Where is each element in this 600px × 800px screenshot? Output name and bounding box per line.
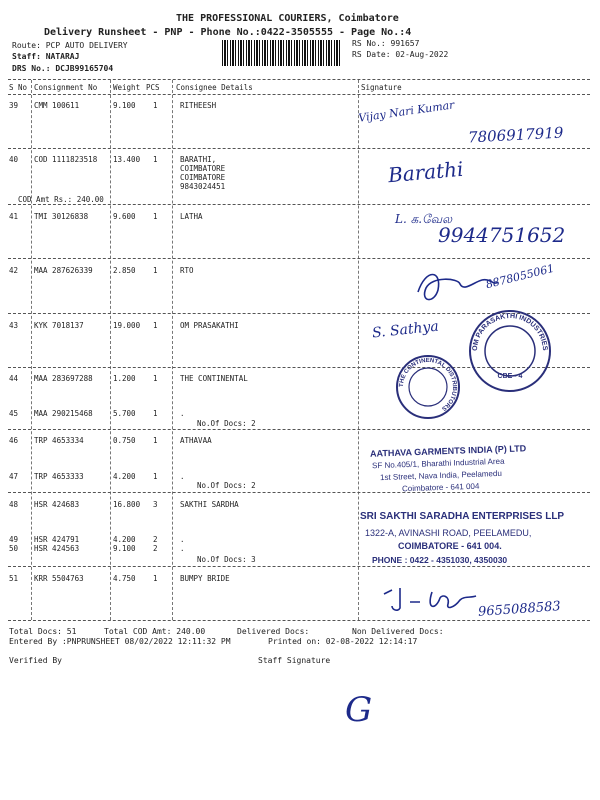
row-consignment: MAA 287626339 (34, 266, 93, 275)
row-consignee: SAKTHI SARDHA (180, 500, 239, 509)
signature-43: S. Sathya (371, 318, 440, 342)
row-weight: 9.600 (113, 212, 136, 221)
svg-text:THE CONTINENTAL DISTRIBUTORS (399, 358, 457, 411)
col-pcs: PCS (146, 83, 160, 92)
signature-40: Barathi (387, 156, 465, 188)
row-consignee: . (180, 544, 185, 553)
delivered-docs: Delivered Docs: (237, 627, 310, 636)
row-pcs: 3 (153, 500, 158, 509)
athava-stamp-line2: SF No.405/1, Bharathi Industrial Area (371, 456, 505, 471)
row-weight: 4.750 (113, 574, 136, 583)
row-weight: 4.200 (113, 472, 136, 481)
row-consignment: TRP 4653334 (34, 436, 84, 445)
docs-count: No.Of Docs: 2 (197, 419, 256, 428)
staff-signature: G (345, 690, 373, 730)
row-sno: 47 (9, 472, 19, 481)
row-consignee-line3: COIMBATORE (180, 173, 226, 182)
row-sno: 50 (9, 544, 19, 553)
row-sno: 51 (9, 574, 19, 583)
row-consignment: MAA 290215468 (34, 409, 93, 418)
printed-on: Printed on: 02-08-2022 12:14:17 (268, 637, 418, 646)
docs-count: No.Of Docs: 2 (197, 481, 256, 490)
sakthi-stamp-line2: 1322-A, AVINASHI ROAD, PEELAMEDU, (365, 528, 532, 538)
row-weight: 5.700 (113, 409, 136, 418)
row-consignee: . (180, 535, 185, 544)
om-parasakthi-stamp (465, 306, 555, 396)
row-consignee: THE CONTINENTAL (180, 374, 248, 383)
row-consignee-line2: COIMBATORE (180, 164, 226, 173)
col-sno: S No (9, 83, 28, 92)
athava-stamp-line1: AATHAVA GARMENTS INDIA (P) LTD (369, 443, 527, 459)
signature-41-phone: 9944751652 (438, 223, 566, 247)
row-consignee: ATHAVAA (180, 436, 212, 445)
total-cod: Total COD Amt: 240.00 (104, 627, 206, 636)
signature-41-name: L. க.வேல (395, 212, 453, 226)
row-pcs: 1 (153, 321, 158, 330)
row-pcs: 2 (153, 544, 158, 553)
row-weight: 9.100 (113, 101, 136, 110)
col-signature: Signature (361, 83, 402, 92)
row-pcs: 1 (153, 472, 158, 481)
row-weight: 1.200 (113, 374, 136, 383)
rs-no: RS No.: 991657 (352, 39, 420, 48)
total-docs: Total Docs: 51 (9, 627, 77, 636)
row-pcs: 1 (153, 436, 158, 445)
row-consignment: HSR 424683 (34, 500, 80, 509)
row-pcs: 1 (153, 574, 158, 583)
signature-42-phone: 8878055061 (484, 261, 556, 292)
entered-by: Entered By :PNPRUNSHEET 08/02/2022 12:11:32 PM (9, 637, 231, 646)
row-consignee-phone: 9843024451 (180, 182, 226, 191)
row-consignee: . (180, 409, 185, 418)
row-consignment: COD 1111823518 (34, 155, 98, 164)
sakthi-stamp-line4: PHONE : 0422 - 4351030, 4350030 (372, 555, 508, 565)
row-consignee: BUMPY BRIDE (180, 574, 230, 583)
row-consignee: BARATHI, (180, 155, 217, 164)
row-weight: 13.400 (113, 155, 141, 164)
row-weight: 2.850 (113, 266, 136, 275)
row-consignee: LATHA (180, 212, 203, 221)
row-consignment: CMM 100611 (34, 101, 80, 110)
row-sno: 48 (9, 500, 19, 509)
header-top-rule (8, 79, 590, 80)
drs-label: DRS No.: DCJB99165704 (12, 64, 114, 73)
row-consignment: HSR 424791 (34, 535, 80, 544)
signature-42-scribble (412, 262, 502, 308)
row-consignment: TRP 4653333 (34, 472, 84, 481)
col-consignee: Consignee Details (176, 83, 253, 92)
sakthi-stamp-line1: SRI SAKTHI SARADHA ENTERPRISES LLP (360, 511, 565, 522)
row-consignee: RTO (180, 266, 194, 275)
row-consignment: KYK 7018137 (34, 321, 84, 330)
col-consignment: Consignment No (34, 83, 98, 92)
rs-date: RS Date: 02-Aug-2022 (352, 50, 449, 59)
row-consignee: OM PRASAKATHI (180, 321, 239, 330)
row-pcs: 1 (153, 155, 158, 164)
signature-39-name: Vijay Nari Kumar (357, 98, 456, 125)
col-weight: Weight (113, 83, 141, 92)
om-parasakthi-city: CBE - 4 (497, 373, 523, 380)
barcode (222, 40, 340, 66)
row-weight: 0.750 (113, 436, 136, 445)
staff-signature-label: Staff Signature (258, 656, 331, 665)
row-sno: 49 (9, 535, 19, 544)
row-sno: 41 (9, 212, 19, 221)
verified-by: Verified By (9, 656, 62, 665)
om-parasakthi-ring-text: OM PARASAKTHI INDUSTRIES (471, 312, 549, 352)
row-pcs: 1 (153, 101, 158, 110)
continental-ring-text: THE CONTINENTAL DISTRIBUTORS (398, 357, 458, 412)
row-pcs: 1 (153, 409, 158, 418)
cod-amount: COD Amt Rs.: 240.00 (18, 195, 104, 204)
continental-stamp (393, 352, 463, 422)
row-sno: 39 (9, 101, 19, 110)
row-sno: 44 (9, 374, 19, 383)
signature-51-scribble (380, 584, 480, 614)
staff-label: Staff: NATARAJ (12, 52, 80, 61)
row-pcs: 1 (153, 266, 158, 275)
row-consignee: . (180, 472, 185, 481)
row-weight: 16.800 (113, 500, 141, 509)
signature-51-phone: 9655088583 (477, 599, 562, 620)
header-bottom-rule (8, 94, 590, 95)
row-sno: 46 (9, 436, 19, 445)
row-pcs: 2 (153, 535, 158, 544)
row-sno: 45 (9, 409, 19, 418)
row-weight: 4.200 (113, 535, 136, 544)
row-consignee: RITHEESH (180, 101, 217, 110)
runsheet-title: Delivery Runsheet - PNP - Phone No.:0422-3505555 - Page No.:4 (44, 27, 412, 38)
route-label: Route: PCP AUTO DELIVERY (12, 41, 128, 50)
athava-stamp-line4: Coimbatore - 641 004 (401, 481, 480, 494)
row-consignment: HSR 424563 (34, 544, 80, 553)
sakthi-stamp-line3: COIMBATORE - 641 004. (398, 541, 502, 551)
non-delivered-docs: Non Delivered Docs: (352, 627, 444, 636)
row-pcs: 1 (153, 374, 158, 383)
svg-text:OM PARASAKTHI INDUSTRIES (472, 313, 548, 351)
row-consignment: MAA 283697288 (34, 374, 93, 383)
signature-39-phone: 7806917919 (467, 123, 564, 147)
athava-stamp-line3: 1st Street, Nava India, Peelamedu (379, 468, 502, 483)
row-sno: 42 (9, 266, 19, 275)
row-pcs: 1 (153, 212, 158, 221)
company-title: THE PROFESSIONAL COURIERS, Coimbatore (176, 13, 399, 24)
row-sno: 40 (9, 155, 19, 164)
row-weight: 19.000 (113, 321, 141, 330)
row-weight: 9.100 (113, 544, 136, 553)
row-consignment: TMI 30126838 (34, 212, 89, 221)
row-sno: 43 (9, 321, 19, 330)
docs-count: No.Of Docs: 3 (197, 555, 256, 564)
row-consignment: KRR 5504763 (34, 574, 84, 583)
